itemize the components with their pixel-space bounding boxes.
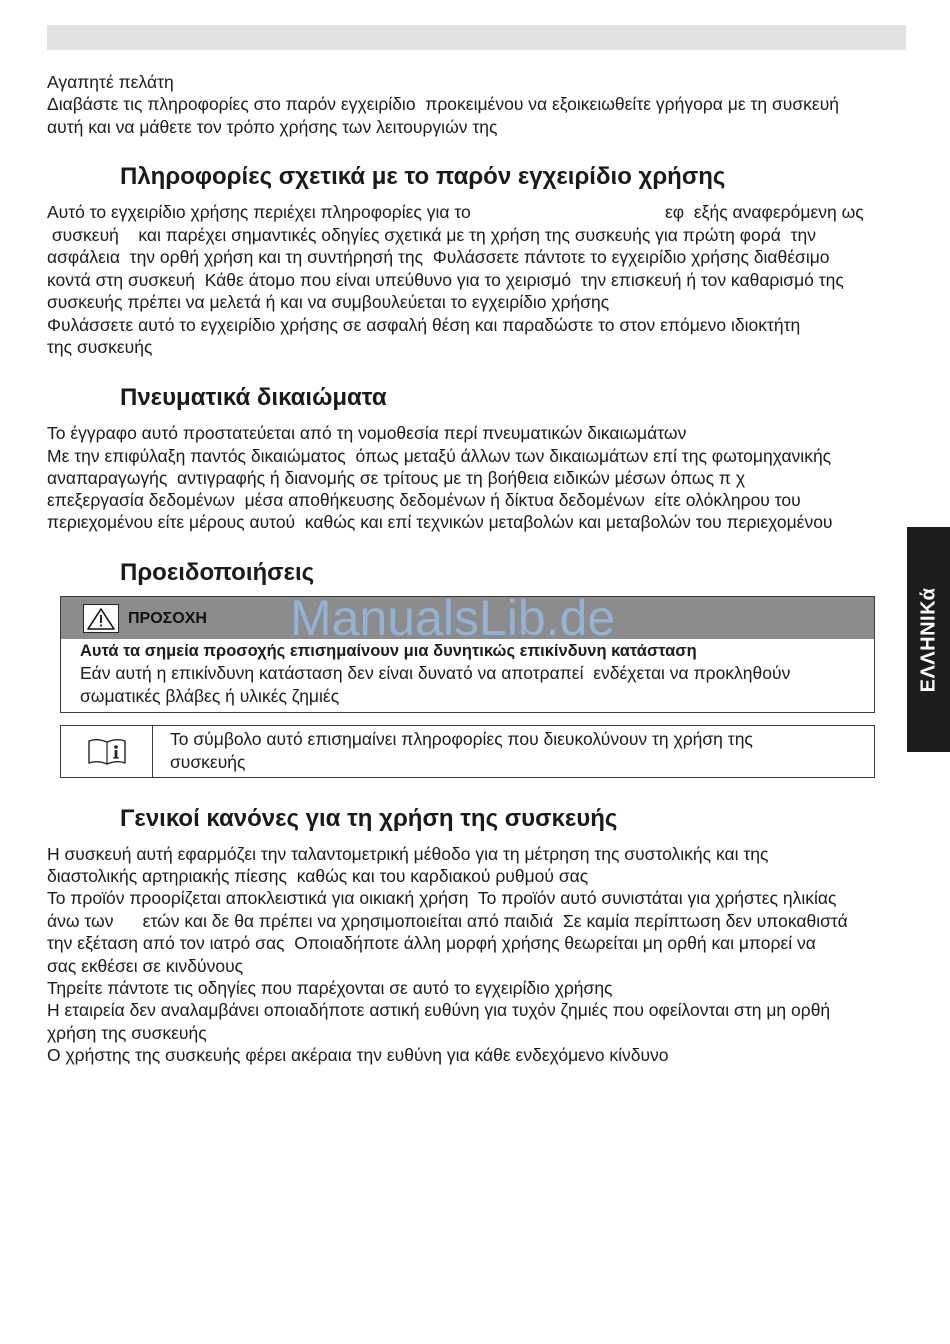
header-bar — [47, 25, 906, 50]
paragraph-line: σας εκθέσει σε κινδύνους — [47, 956, 244, 976]
paragraph-line: ασφάλεια την ορθή χρήση και τη συντήρησή της Φυλάσσετε πάντοτε το εγχειρίδιο χρήσης διαθέσιμο — [47, 247, 830, 267]
info-note-line: Το σύμβολο αυτό επισημαίνει πληροφορίες που διευκολύνουν τη χρήση της — [170, 729, 753, 749]
paragraph-line: συσκευής πρέπει να μελετά ή και να συμβουλεύεται το εγχειρίδιο χρήσης — [47, 292, 610, 312]
caution-header — [61, 597, 874, 639]
section-heading-manual-info: Πληροφορίες σχετικά με το παρόν εγχειρίδιο χρήσης — [120, 163, 726, 190]
paragraph-line: Η συσκευή αυτή εφαρμόζει την ταλαντομετρική μέθοδο για τη μέτρηση της συστολικής και της — [47, 844, 769, 864]
paragraph-line: Ο χρήστης της συσκευής φέρει ακέραια την ευθύνη για κάθε ενδεχόμενο κίνδυνο — [47, 1045, 669, 1065]
section-heading-copyright: Πνευματικά δικαιώματα — [120, 384, 387, 411]
language-tab-label: ΕΛΛΗΝΙΚά — [917, 587, 939, 692]
paragraph-line: Το προϊόν προορίζεται αποκλειστικά για οικιακή χρήση Το προϊόν αυτό συνιστάται για χρήστες ηλικίας — [47, 888, 837, 908]
paragraph-line: εφ εξής αναφερόμενη ως — [665, 202, 864, 222]
paragraph-line: Αυτό το εγχειρίδιο χρήσης περιέχει πληροφορίες για το — [47, 202, 471, 222]
paragraph-line: Η εταιρεία δεν αναλαμβάνει οποιαδήποτε αστική ευθύνη για τυχόν ζημιές που οφείλονται στη μη ορθή — [47, 1000, 831, 1020]
paragraph-line: την εξέταση από τον ιατρό σας Οποιαδήποτε άλλη μορφή χρήσης θεωρείται μη ορθή και μπορεί να — [47, 933, 816, 953]
caution-line: σωματικές βλάβες ή υλικές ζημιές — [80, 686, 340, 706]
caution-box — [60, 596, 875, 713]
greeting: Αγαπητέ πελάτη — [47, 72, 174, 92]
intro-line: Διαβάστε τις πληροφορίες στο παρόν εγχειρίδιο προκειμένου να εξοικειωθείτε γρήγορα με τη συσκευή — [47, 94, 840, 114]
paragraph-line: συσκευή και παρέχει σημαντικές οδηγίες σχετικά με τη χρήση της συσκευής για πρώτη φορά την — [47, 225, 816, 245]
info-note-box — [60, 725, 875, 778]
caution-title: Αυτά τα σημεία προσοχής επισημαίνουν μια δυνητικώς επικίνδυνη κατάσταση — [80, 642, 697, 660]
paragraph-line: αναπαραγωγής αντιγραφής ή διανομής σε τρίτους με τη βοήθεια ειδικών μέσων όπως π χ — [47, 468, 746, 488]
language-side-tab — [907, 527, 950, 752]
caution-label: ΠΡΟΣΟΧΗ — [128, 610, 207, 627]
paragraph-line: άνω των ετών και δε θα πρέπει να χρησιμοποιείται από παιδιά Σε καμία περίπτωση δεν υποκαθιστά — [47, 911, 848, 931]
paragraph-line: Με την επιφύλαξη παντός δικαιώματος όπως μεταξύ άλλων των δικαιωμάτων επί της φωτομηχανικής — [47, 446, 832, 466]
section-heading-warnings: Προειδοποιήσεις — [120, 559, 315, 586]
paragraph-line: της συσκευής — [47, 337, 153, 357]
caution-line: Εάν αυτή η επικίνδυνη κατάσταση δεν είναι δυνατό να αποτραπεί ενδέχεται να προκληθούν — [80, 663, 791, 683]
paragraph-line: Τηρείτε πάντοτε τις οδηγίες που παρέχονται σε αυτό το εγχειρίδιο χρήσης — [47, 978, 613, 998]
paragraph-line: Το έγγραφο αυτό προστατεύεται από τη νομοθεσία περί πνευματικών δικαιωμάτων — [47, 423, 687, 443]
info-icon-cell — [61, 726, 153, 777]
paragraph-line: περιεχομένου είτε μέρους αυτού καθώς και επί τεχνικών μεταβολών και μεταβολών του περιεχομένου — [47, 512, 833, 532]
watermark: ManualsLib.de — [290, 590, 616, 646]
paragraph-line: Φυλάσσετε αυτό το εγχειρίδιο χρήσης σε ασφαλή θέση και παραδώστε το στον επόμενο ιδιοκτήτη — [47, 315, 801, 335]
intro-line: αυτή και να μάθετε τον τρόπο χρήσης των λειτουργιών της — [47, 117, 498, 137]
section-heading-general-rules: Γενικοί κανόνες για τη χρήση της συσκευής — [120, 805, 618, 832]
info-note-line: συσκευής — [170, 752, 246, 772]
warning-triangle-icon — [83, 604, 119, 633]
paragraph-line: διαστολικής αρτηριακής πίεσης καθώς και του καρδιακού ρυθμού σας — [47, 866, 589, 886]
paragraph-line: επεξεργασία δεδομένων μέσα αποθήκευσης δεδομένων ή δίκτυα δεδομένων είτε ολόκληρου του — [47, 490, 801, 510]
paragraph-line: κοντά στη συσκευή Κάθε άτομο που είναι υπεύθυνο για το χειρισμό την επισκευή ή τον καθαρισμό της — [47, 270, 844, 290]
manual-info-icon — [86, 737, 128, 767]
paragraph-line: χρήση της συσκευής — [47, 1023, 207, 1043]
